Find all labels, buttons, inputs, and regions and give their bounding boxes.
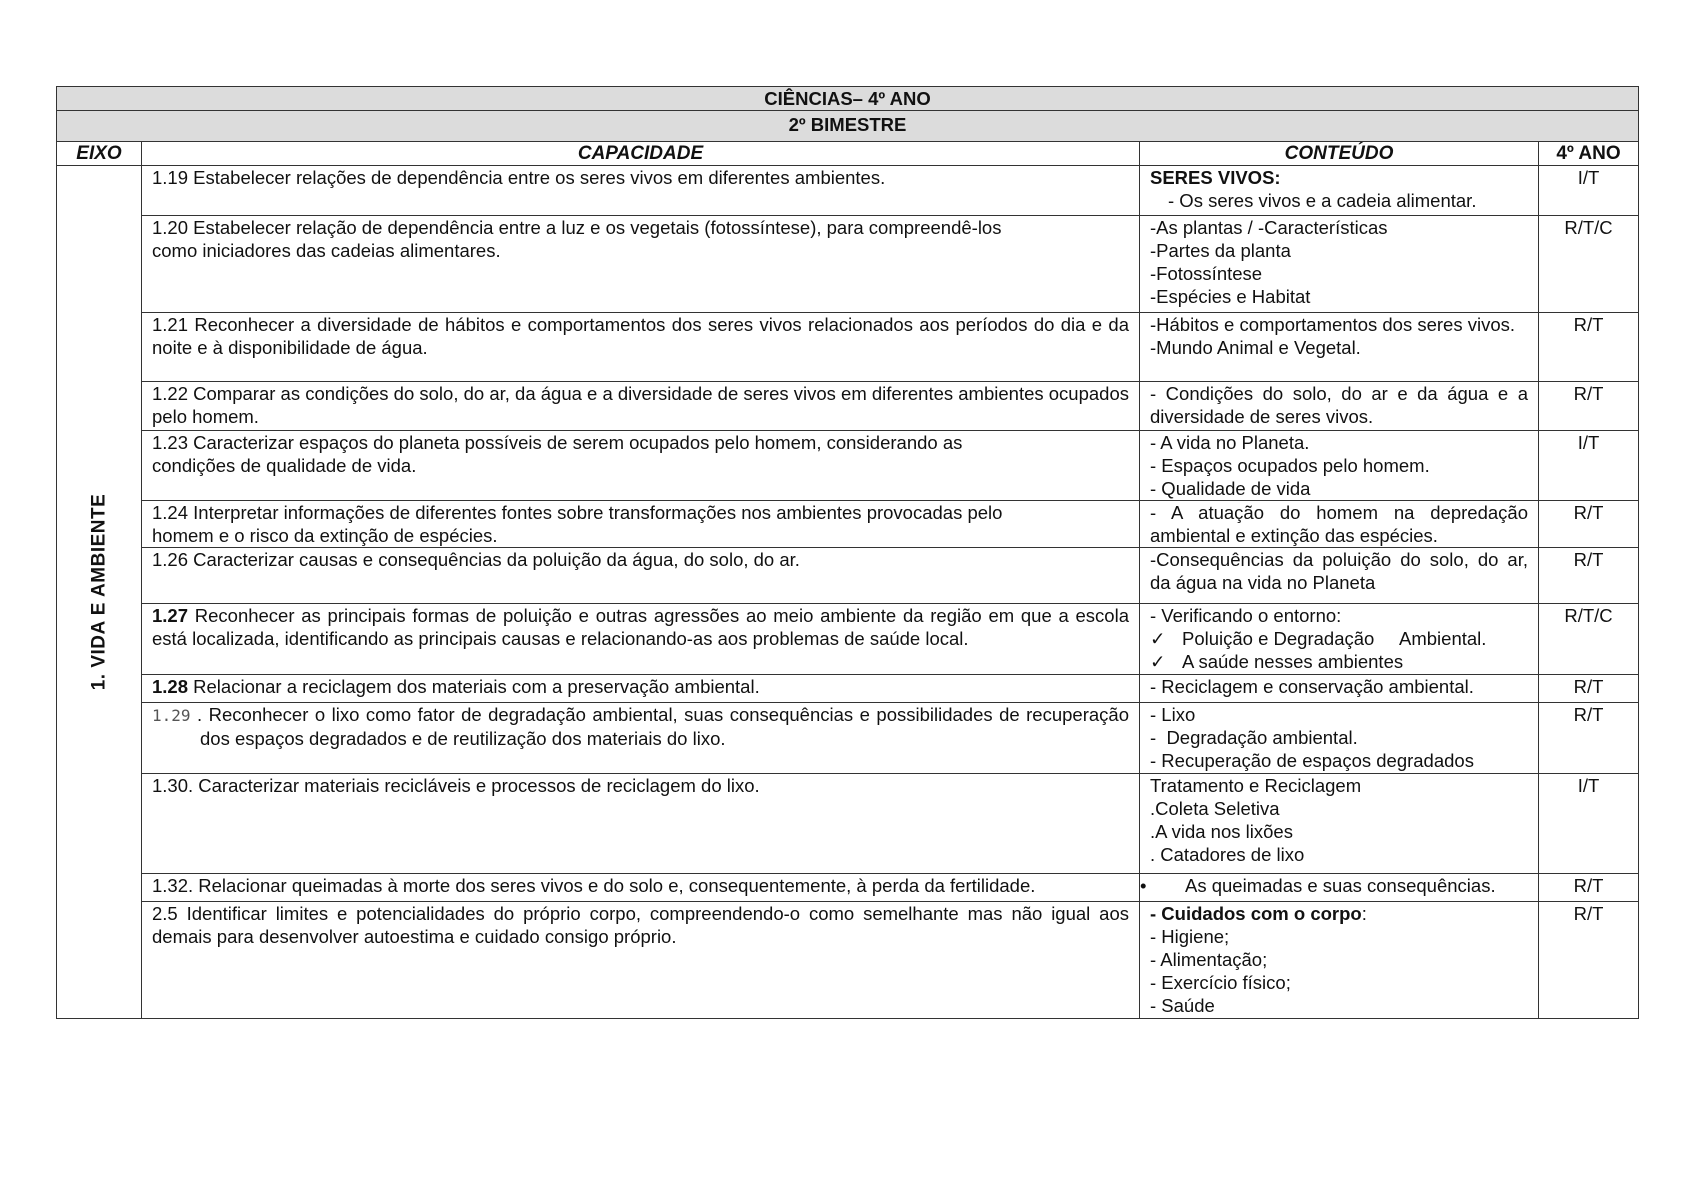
conteudo-line: -Mundo Animal e Vegetal.: [1150, 337, 1361, 358]
capacidade-cell: 1.22 Comparar as condições do solo, do ar, da água e a diversidade de seres vivos em diferentes ambientes ocupados pelo homem.: [142, 382, 1140, 431]
capacidade-line: 1.23 Caracterizar espaços do planeta possíveis de serem ocupados pelo homem, considerando as: [152, 432, 963, 453]
conteudo-line: -Partes da planta: [1150, 240, 1291, 261]
conteudo-line: - Degradação ambiental.: [1150, 727, 1358, 748]
conteudo-cell: [1140, 431, 1539, 501]
ano-cell: R/T/C: [1539, 604, 1639, 675]
conteudo-title-line: [1150, 902, 1528, 925]
table-row: [57, 166, 1639, 216]
capacidade-cell: [142, 703, 1140, 774]
capacidade-cell: 1.30. Caracterizar materiais recicláveis e processos de reciclagem do lixo.: [142, 774, 1140, 874]
conteudo-cell: [1140, 703, 1539, 774]
capacidade-line: 1.24 Interpretar informações de diferentes fontes sobre transformações nos ambientes provocadas pelo: [152, 502, 1003, 523]
table-row: [57, 431, 1639, 501]
conteudo-line: - Exercício físico;: [1150, 972, 1291, 993]
header-capacidade: CAPACIDADE: [142, 142, 1140, 166]
conteudo-line: - Recuperação de espaços degradados: [1150, 750, 1474, 771]
table-row: [57, 774, 1639, 874]
capacidade-text: Reconhecer as principais formas de poluição e outras agressões ao meio ambiente da região em que a escola está localizada, identificando as principais causas e relacionando-as aos problemas de saúde local.: [152, 605, 1129, 649]
conteudo-cell: [1140, 874, 1539, 902]
table-row: [57, 216, 1639, 313]
capacidade-cell: [142, 604, 1140, 675]
table-row: [57, 902, 1639, 1019]
conteudo-title-colon: :: [1361, 903, 1367, 924]
table-row: [57, 604, 1639, 675]
table-row: [57, 675, 1639, 703]
conteudo-line: - Verificando o entorno:: [1150, 605, 1342, 626]
conteudo-line: -As plantas / -Características: [1150, 217, 1388, 238]
capacidade-cell: [142, 501, 1140, 548]
ano-cell: R/T: [1539, 902, 1639, 1019]
conteudo-check-item: ✓ Poluição e Degradação Ambiental.: [1150, 627, 1528, 650]
ano-cell: I/T: [1539, 431, 1639, 501]
curriculum-table: [56, 86, 1639, 1019]
ano-cell: R/T: [1539, 501, 1639, 548]
conteudo-cell: [1140, 313, 1539, 382]
capacidade-number: 1.27: [152, 605, 189, 626]
conteudo-line: Tratamento e Reciclagem: [1150, 775, 1362, 796]
eixo-cell: [57, 166, 142, 1019]
conteudo-cell: [1140, 166, 1539, 216]
ano-cell: I/T: [1539, 774, 1639, 874]
ano-cell: R/T: [1539, 874, 1639, 902]
conteudo-line: -Hábitos e comportamentos dos seres vivos.: [1150, 314, 1516, 335]
ano-cell: R/T: [1539, 703, 1639, 774]
conteudo-cell: -Consequências da poluição do solo, do ar, da água na vida no Planeta: [1140, 548, 1539, 604]
conteudo-cell: [1140, 216, 1539, 313]
ano-cell: I/T: [1539, 166, 1639, 216]
conteudo-line: - Alimentação;: [1150, 949, 1268, 970]
capacidade-cell: 1.26 Caracterizar causas e consequências da poluição da água, do solo, do ar.: [142, 548, 1140, 604]
conteudo-line: - Higiene;: [1150, 926, 1230, 947]
capacidade-text: Relacionar a reciclagem dos materiais com a preservação ambiental.: [188, 676, 760, 697]
ano-cell: R/T: [1539, 382, 1639, 431]
capacidade-cell: 1.32. Relacionar queimadas à morte dos seres vivos e do solo e, consequentemente, à perda da fertilidade.: [142, 874, 1140, 902]
ano-cell: R/T: [1539, 548, 1639, 604]
conteudo-cell: - Condições do solo, do ar e da água e a diversidade de seres vivos.: [1140, 382, 1539, 431]
capacidade-cell: [142, 431, 1140, 501]
capacidade-text: . Reconhecer o lixo como fator de degradação ambiental, suas consequências e possibilidades de recuperação dos espaços degradados e de reutilização dos materiais do lixo.: [190, 704, 1129, 749]
capacidade-number: 1.28: [152, 676, 189, 697]
conteudo-line: - Espaços ocupados pelo homem.: [1150, 455, 1430, 476]
capacidade-line: como iniciadores das cadeias alimentares.: [152, 240, 501, 261]
capacidade-number: 1.29: [152, 706, 191, 725]
table-row: [57, 501, 1639, 548]
capacidade-cell: 1.19 Estabelecer relações de dependência entre os seres vivos em diferentes ambientes.: [142, 166, 1140, 216]
conteudo-cell: - Reciclagem e conservação ambiental.: [1140, 675, 1539, 703]
conteudo-line: -Fotossíntese: [1150, 263, 1263, 284]
conteudo-cell: [1140, 604, 1539, 675]
conteudo-line: .Coleta Seletiva: [1150, 798, 1280, 819]
capacidade-line: 1.20 Estabelecer relação de dependência entre a luz e os vegetais (fotossíntese), para compreendê-los: [152, 217, 1002, 238]
conteudo-check-item: ✓ A saúde nesses ambientes: [1150, 650, 1528, 673]
capacidade-cell: 1.21 Reconhecer a diversidade de hábitos e comportamentos dos seres vivos relacionados aos períodos do dia e da noite e à disponibilidade de água.: [142, 313, 1140, 382]
table-subtitle: 2º BIMESTRE: [57, 111, 1639, 142]
conteudo-line: -Espécies e Habitat: [1150, 286, 1311, 307]
table-row: [57, 382, 1639, 431]
table-row: [57, 703, 1639, 774]
conteudo-line: - Saúde: [1150, 995, 1215, 1016]
conteudo-title: - Cuidados com o corpo: [1150, 903, 1362, 924]
table-row: [57, 313, 1639, 382]
capacidade-line: homem e o risco da extinção de espécies.: [152, 525, 498, 546]
conteudo-line: - Qualidade de vida: [1150, 478, 1311, 499]
capacidade-cell: [142, 675, 1140, 703]
header-ano: 4º ANO: [1539, 142, 1639, 166]
conteudo-cell: - A atuação do homem na depredação ambiental e extinção das espécies.: [1140, 501, 1539, 548]
table-row: [57, 548, 1639, 604]
conteudo-title: SERES VIVOS:: [1150, 167, 1281, 188]
table-title: CIÊNCIAS– 4º ANO: [57, 87, 1639, 111]
conteudo-line: . Catadores de lixo: [1150, 844, 1305, 865]
capacidade-line: condições de qualidade de vida.: [152, 455, 417, 476]
conteudo-line: - Lixo: [1150, 704, 1196, 725]
ano-cell: R/T: [1539, 675, 1639, 703]
capacidade-cell: 2.5 Identificar limites e potencialidades do próprio corpo, compreendendo-o como semelhante mas não igual aos demais para desenvolver autoestima e cuidado consigo próprio.: [142, 902, 1140, 1019]
conteudo-cell: [1140, 902, 1539, 1019]
conteudo-bullet-item: • As queimadas e suas consequências.: [1150, 874, 1528, 897]
eixo-label: 1. VIDA E AMBIENTE: [88, 493, 110, 691]
table-row: [57, 874, 1639, 902]
header-conteudo: CONTEÚDO: [1140, 142, 1539, 166]
conteudo-line: .A vida nos lixões: [1150, 821, 1293, 842]
conteudo-line: - Os seres vivos e a cadeia alimentar.: [1168, 190, 1477, 211]
header-eixo: EIXO: [57, 142, 142, 166]
ano-cell: R/T: [1539, 313, 1639, 382]
conteudo-cell: [1140, 774, 1539, 874]
conteudo-line: - A vida no Planeta.: [1150, 432, 1310, 453]
ano-cell: R/T/C: [1539, 216, 1639, 313]
capacidade-cell: [142, 216, 1140, 313]
